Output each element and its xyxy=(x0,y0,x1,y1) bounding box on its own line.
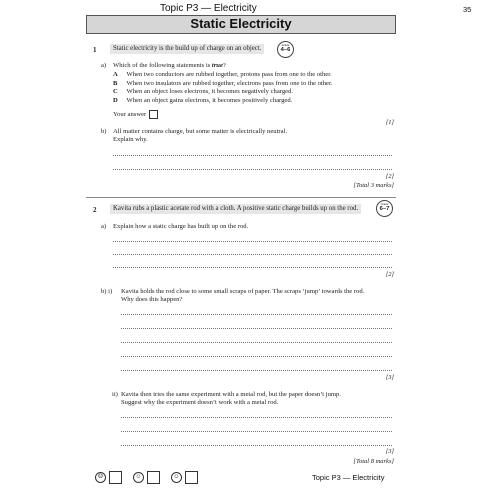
q2bii-line2: Suggest why the experiment doesn’t work with a metal rod. xyxy=(121,399,279,406)
q1a-prompt-text: Which of the following statements is xyxy=(113,62,211,69)
q2a-marks: [2] xyxy=(385,271,394,278)
divider xyxy=(86,197,396,198)
your-answer-row xyxy=(113,110,158,119)
q1a-label: a) xyxy=(101,62,107,69)
option-c xyxy=(113,88,293,96)
q1a-prompt-end: ? xyxy=(222,62,226,69)
answer-line[interactable] xyxy=(113,169,392,170)
answer-line[interactable] xyxy=(121,356,392,357)
grade-label: Grade xyxy=(380,202,389,206)
topic-header: Topic P3 — Electricity xyxy=(160,3,257,14)
option-b xyxy=(113,80,332,88)
answer-line[interactable] xyxy=(121,431,392,432)
q2bi-label: b) i) xyxy=(101,288,113,295)
option-letter: B xyxy=(113,79,118,87)
tick-box[interactable] xyxy=(185,471,198,484)
question-1-number: 1 xyxy=(93,46,97,54)
option-a xyxy=(113,71,332,79)
answer-line[interactable] xyxy=(113,254,392,255)
sad-face-icon: ☹ xyxy=(95,472,106,483)
q2bii-marks: [3] xyxy=(385,448,394,455)
option-d xyxy=(113,97,292,105)
answer-line[interactable] xyxy=(121,314,392,315)
grade-badge-q2 xyxy=(376,200,393,217)
q1a-prompt-emphasis: true xyxy=(211,62,223,69)
q2bi-line2: Why does this happen? xyxy=(121,296,183,303)
tick-box[interactable] xyxy=(109,471,122,484)
option-text: When an object gains electrons, it becomes positively charged. xyxy=(126,96,293,104)
q1b-line2: Explain why. xyxy=(113,136,148,143)
option-letter: C xyxy=(113,88,118,95)
answer-line[interactable] xyxy=(113,267,392,268)
page-number: 35 xyxy=(463,5,472,14)
confidence-sad xyxy=(95,471,122,484)
confidence-neutral xyxy=(133,471,160,484)
option-letter: D xyxy=(113,96,118,104)
tick-box[interactable] xyxy=(147,471,160,484)
option-text: When two insulators are rubbed together, electrons pass from one to the other. xyxy=(126,79,333,87)
grade-value: 6–7 xyxy=(379,206,390,212)
page-title: Static Electricity xyxy=(86,15,396,34)
grade-label: Grade xyxy=(281,43,290,47)
option-text: When two conductors are rubbed together, protons pass from one to the other. xyxy=(126,71,332,78)
question-2-stem: Kavita rubs a plastic acetate rod with a cloth. A positive static charge builds up on the rod. xyxy=(110,204,361,214)
neutral-face-icon: ☺ xyxy=(133,472,144,483)
q2bi-marks: [3] xyxy=(385,374,394,381)
grade-value: 4–6 xyxy=(280,47,291,53)
your-answer-label: Your answer xyxy=(113,111,147,119)
q1b-marks: [2] xyxy=(385,173,394,180)
option-text: When an object loses electrons, it becomes negatively charged. xyxy=(126,88,294,95)
q1a-marks: [1] xyxy=(385,119,394,126)
option-letter: A xyxy=(113,71,118,78)
q2bii-label: ii) xyxy=(112,391,118,398)
answer-line[interactable] xyxy=(113,241,392,242)
confidence-happy xyxy=(171,471,198,484)
q2a-prompt: Explain how a static charge has built up on the rod. xyxy=(113,223,249,230)
answer-line[interactable] xyxy=(121,342,392,343)
q1b-label: b) xyxy=(101,128,107,135)
q1-total: [Total 3 marks] xyxy=(353,182,394,189)
question-1-stem: Static electricity is the build up of charge on an object. xyxy=(110,44,264,54)
q2a-label: a) xyxy=(101,223,107,230)
answer-line[interactable] xyxy=(113,155,392,156)
q1a-prompt xyxy=(113,62,226,70)
answer-line[interactable] xyxy=(121,445,392,446)
answer-line[interactable] xyxy=(121,417,392,418)
grade-badge-q1 xyxy=(277,41,294,58)
answer-line[interactable] xyxy=(121,328,392,329)
answer-line[interactable] xyxy=(121,370,392,371)
q1b-line1: All matter contains charge, but some matter is electrically neutral. xyxy=(113,128,288,135)
footer-topic: Topic P3 — Electricity xyxy=(312,473,385,482)
q2-total: [Total 8 marks] xyxy=(353,458,394,465)
q2bii-line1: Kavita then tries the same experiment with a metal rod, but the paper doesn’t jump. xyxy=(121,391,341,398)
q2bi-line1: Kavita holds the rod close to some small scraps of paper. The scraps ‘jump’ towards the rod. xyxy=(121,288,365,295)
answer-box[interactable] xyxy=(149,110,158,119)
question-2-number: 2 xyxy=(93,206,97,214)
happy-face-icon: ☺ xyxy=(171,472,182,483)
